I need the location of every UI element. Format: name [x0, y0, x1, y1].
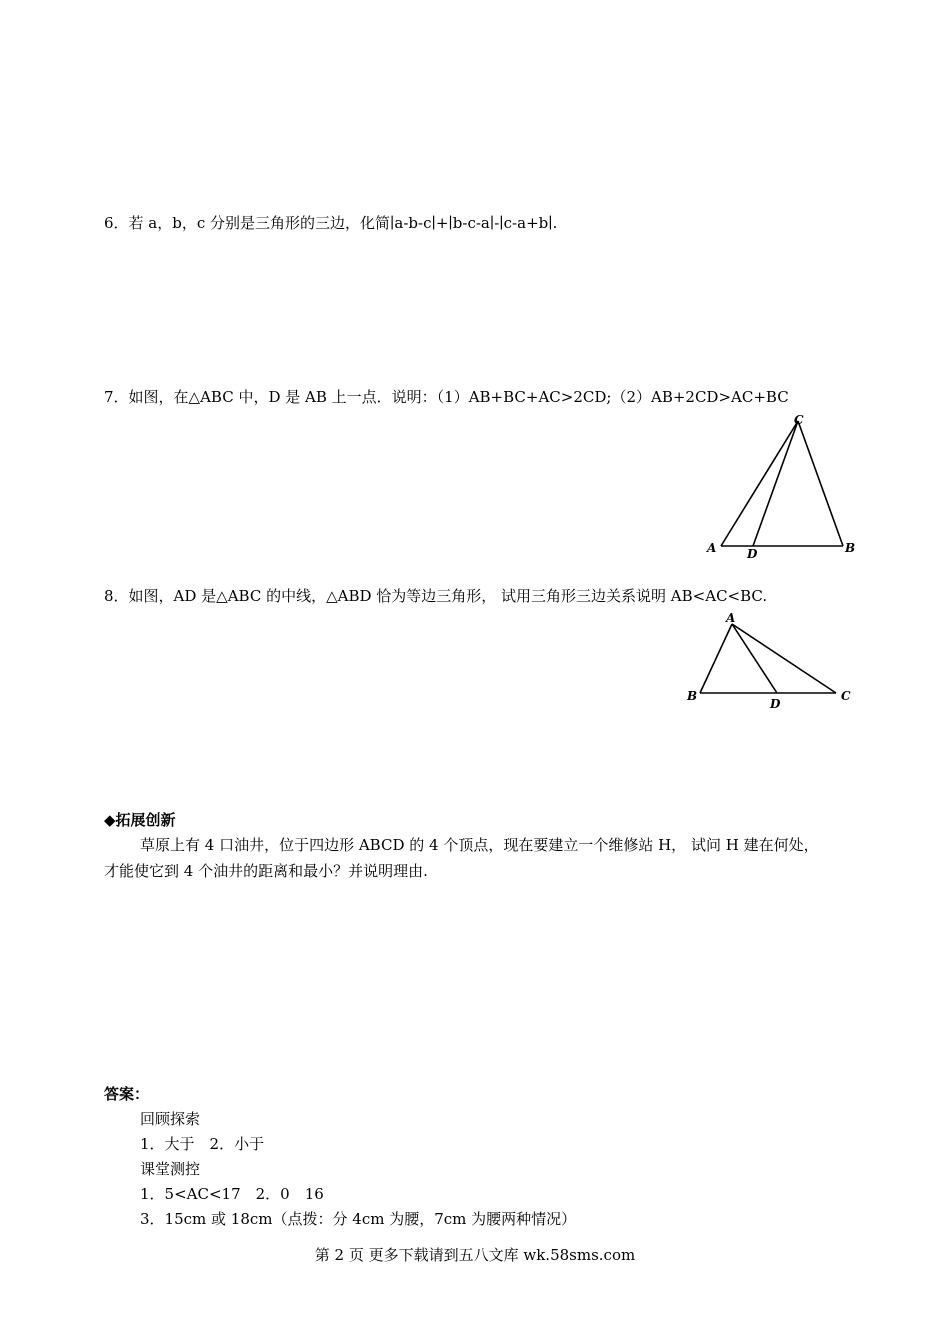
page-footer: 第 2 页 更多下载请到五八文库 wk.58sms.com — [314, 1246, 636, 1264]
question-7: 7．如图，在△ABC 中，D 是 AB 上一点．说明：（1）AB+BC+AC>2CD;（2）AB+2CD>AC+BC — [104, 388, 789, 406]
vertex-label-a: A — [726, 611, 736, 625]
vertex-label-c: C — [794, 413, 804, 427]
answer-line: 1．5<AC<17 2．0 16 — [140, 1185, 324, 1203]
vertex-label-d: D — [770, 697, 781, 711]
question-6: 6．若 a，b，c 分别是三角形的三边，化简∣a-b-c∣+∣b-c-a∣-∣c-a+b∣. — [104, 214, 558, 232]
extension-heading: ◆拓展创新 — [104, 811, 176, 829]
triangle-figure-8 — [684, 610, 859, 715]
extension-text-line-1: 草原上有 4 口油井，位于四边形 ABCD 的 4 个顶点，现在要建立一个维修站 H， 试问 H 建在何处， — [140, 836, 819, 854]
vertex-label-d: D — [747, 547, 758, 561]
extension-text-line-2: 才能使它到 4 个油井的距离和最小？并说明理由. — [104, 862, 428, 880]
triangle-figure-7 — [700, 412, 860, 562]
question-8: 8．如图，AD 是△ABC 的中线，△ABD 恰为等边三角形， 试用三角形三边关系说明 AB<AC<BC. — [104, 587, 768, 605]
vertex-label-b: B — [687, 689, 698, 703]
answer-line: 3．15cm 或 18cm（点拨：分 4cm 为腰，7cm 为腰两种情况） — [140, 1210, 577, 1228]
answer-line: 回顾探索 — [140, 1110, 201, 1128]
vertex-label-b: B — [845, 541, 856, 555]
vertex-label-c: C — [841, 689, 851, 703]
answers-heading: 答案： — [104, 1085, 150, 1103]
vertex-label-a: A — [707, 541, 717, 555]
answer-line: 课堂测控 — [140, 1160, 201, 1178]
answer-line: 1．大于 2．小于 — [140, 1135, 265, 1153]
